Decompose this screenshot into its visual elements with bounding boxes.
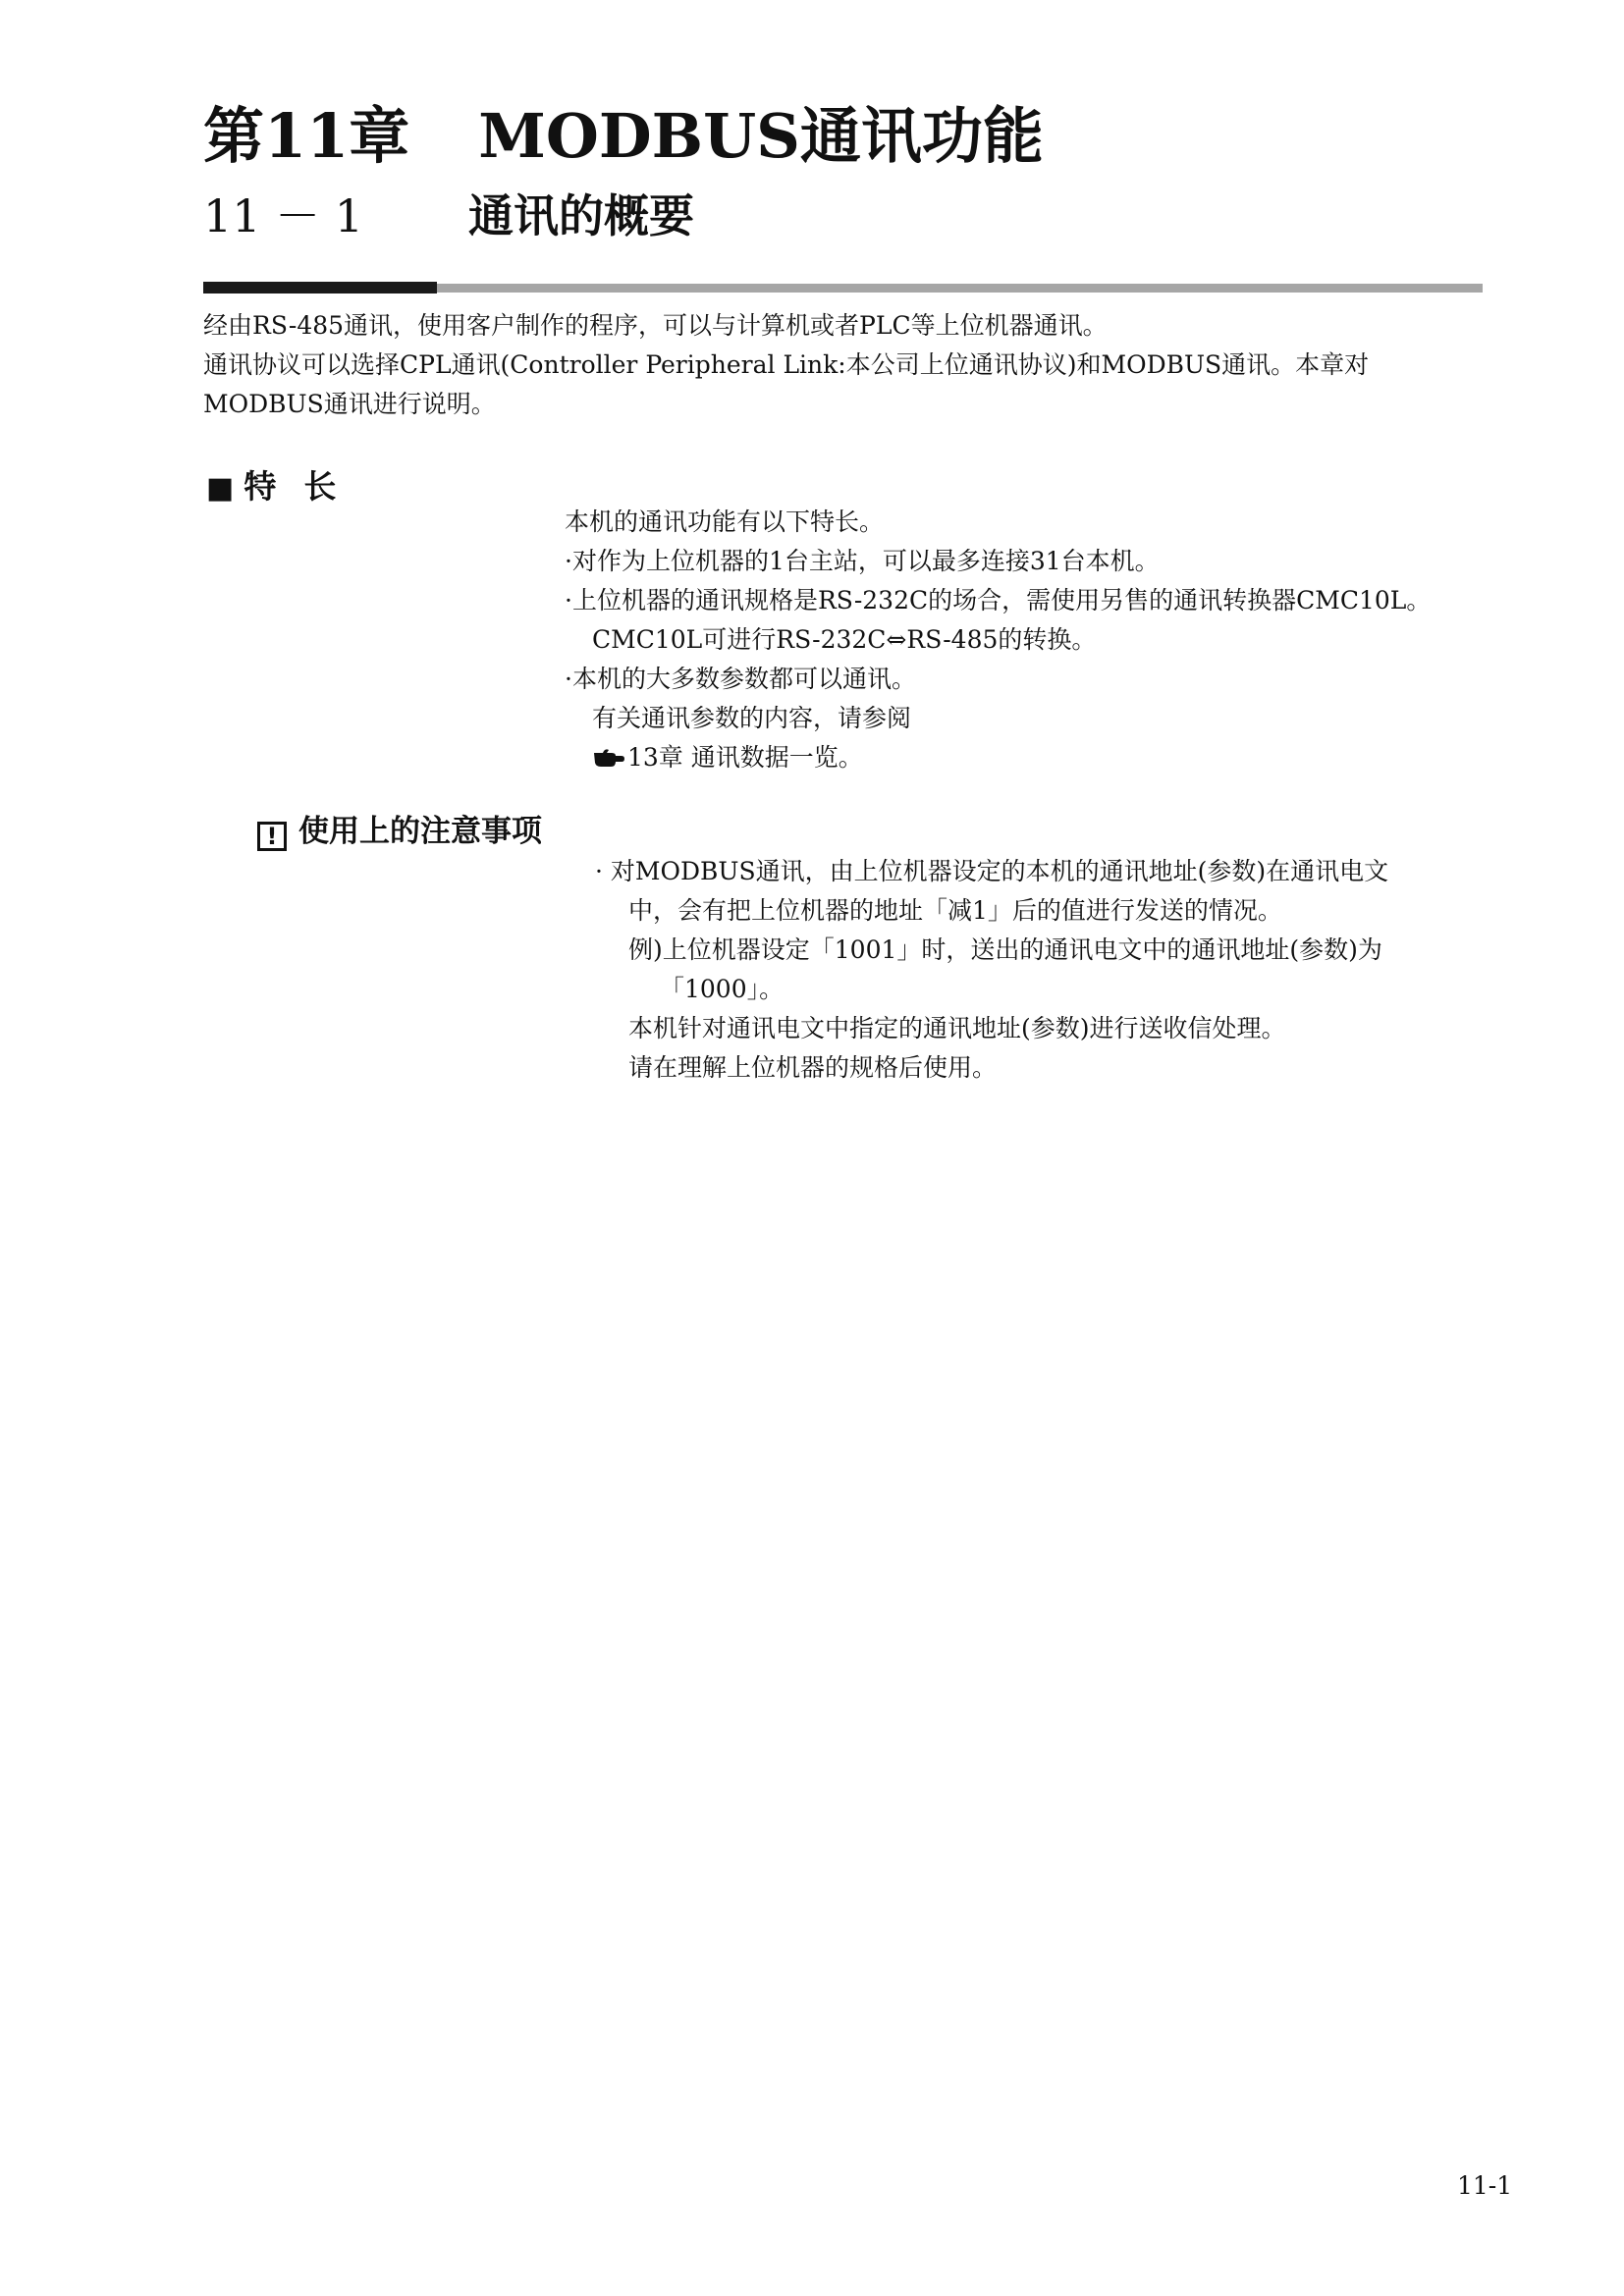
chapter-number: 第11章: [203, 100, 410, 172]
feature-item: ·本机的大多数参数都可以通讯。: [565, 665, 916, 693]
reference-line: [565, 738, 1497, 777]
caution-line: 例)上位机器设定「1001」时，送出的通讯电文中的通讯地址(参数)为: [628, 935, 1382, 964]
section-name: 通讯的概要: [468, 189, 694, 242]
feature-item: ·上位机器的通讯规格是RS-232C的场合，需使用另售的通讯转换器CMC10L。: [565, 586, 1432, 614]
feature-item-continuation: 有关通讯参数的内容，请参阅: [592, 704, 912, 732]
caution-line: · 对MODBUS通讯，由上位机器设定的本机的通讯地址(参数)在通讯电文: [595, 857, 1389, 885]
caution-line: 请在理解上位机器的规格后使用。: [628, 1053, 998, 1082]
feature-item: ·对作为上位机器的1台主站，可以最多连接31台本机。: [565, 547, 1160, 575]
pointing-hand-icon: [592, 744, 625, 770]
features-lead: 本机的通讯功能有以下特长。: [565, 507, 885, 536]
intro-line: 经由RS-485通讯，使用客户制作的程序，可以与计算机或者PLC等上位机器通讯。: [203, 311, 1108, 340]
header-rule-light: [437, 284, 1483, 293]
square-bullet-icon: ■: [206, 471, 235, 506]
features-heading-text: 特长: [244, 467, 364, 506]
page-number: 11-1: [1457, 2171, 1513, 2200]
reference-text: 13章 通讯数据一览。: [627, 743, 863, 772]
features-list: [565, 503, 1497, 777]
feature-item-continuation: CMC10L可进行RS-232C⇔RS-485的转换。: [592, 625, 1097, 654]
section-title: [203, 189, 694, 242]
caution-line: 本机针对通讯电文中指定的通讯地址(参数)进行送收信处理。: [628, 1014, 1286, 1042]
features-heading: [206, 461, 363, 507]
caution-line: 「1000」。: [660, 975, 785, 1003]
section-number: 11 － 1: [203, 189, 364, 242]
chapter-name: MODBUS通讯功能: [478, 100, 1044, 172]
header-rule-dark: [203, 282, 437, 294]
caution-heading: [257, 806, 542, 851]
caution-icon: !: [257, 822, 287, 851]
caution-body: [595, 852, 1498, 1088]
intro-line: 通讯协议可以选择CPL通讯(Controller Peripheral Link:本公司上位通讯协议)和MODBUS通讯。本章对: [203, 350, 1370, 379]
caution-line: 中，会有把上位机器的地址「减1」后的值进行发送的情况。: [628, 896, 1282, 925]
chapter-title: [203, 100, 1044, 172]
intro-paragraph: [203, 306, 1499, 424]
caution-heading-text: 使用上的注意事项: [298, 814, 542, 849]
intro-line: MODBUS通讯进行说明。: [203, 390, 496, 418]
